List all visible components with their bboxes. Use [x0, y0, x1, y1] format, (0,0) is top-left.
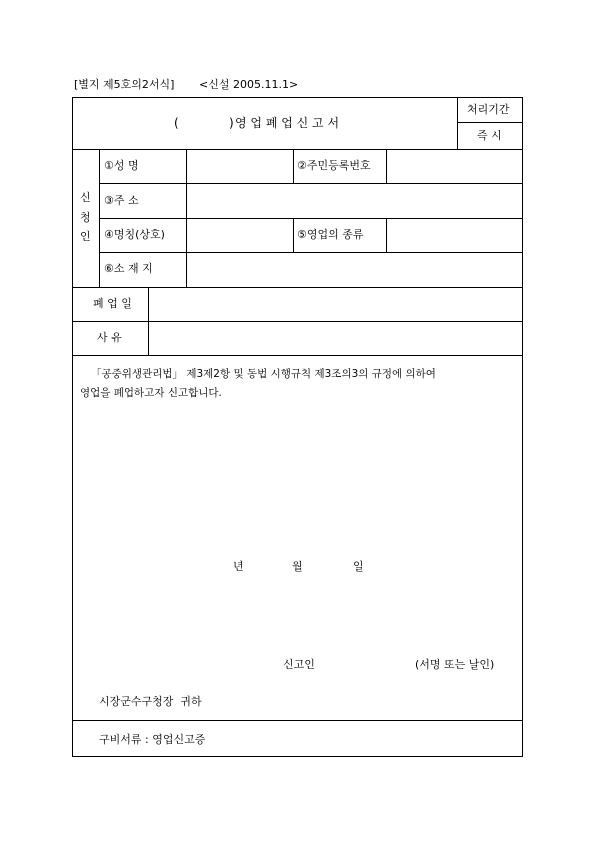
reporter-label: 신고인 [283, 658, 315, 671]
statement-line-2: 영업을 폐업하고자 신고합니다. [80, 387, 222, 399]
enact-note: <신설 2005.11.1> [199, 78, 299, 91]
closure-date-field[interactable] [149, 288, 522, 321]
closure-bottom-rule [72, 355, 523, 356]
date-year: 년 [233, 560, 244, 573]
location-label: ⑥소 재 지 [104, 262, 153, 275]
date-day: 일 [353, 560, 364, 573]
applicant-group-label-1: 신 [80, 191, 91, 204]
processing-divider [457, 122, 523, 123]
name-field[interactable] [187, 150, 293, 183]
closure-reason-label: 사 유 [97, 331, 122, 344]
form-label: [별지 제5호의2서식] [74, 78, 175, 91]
page-title: 영 업 폐 업 신 고 서 [235, 116, 340, 130]
location-field[interactable] [187, 253, 522, 287]
attachments-text: 구비서류 : 영업신고증 [99, 733, 206, 746]
mid-col-divider-3 [293, 218, 294, 252]
address-field[interactable] [187, 184, 522, 218]
applicant-group-label-3: 인 [80, 230, 91, 243]
rrn-label: ②주민등록번호 [297, 159, 371, 172]
business-type-label: ⑤영업의 종류 [297, 228, 364, 241]
name-label: ①성 명 [104, 159, 139, 172]
addressee: 시장군수구청장 귀하 [99, 695, 202, 708]
title-divider [457, 97, 458, 149]
rrn-field[interactable] [387, 150, 522, 183]
sign-note: (서명 또는 날인) [415, 658, 495, 671]
title-open-paren: ( [174, 116, 179, 130]
applicant-group-label-2: 청 [80, 211, 91, 224]
processing-value: 즉 시 [477, 129, 502, 142]
date-month: 월 [292, 560, 303, 573]
closure-date-label: 폐 업 일 [93, 297, 132, 310]
title-close-paren: ) [229, 116, 234, 130]
processing-label: 처리기간 [467, 103, 510, 116]
mid-col-divider-1 [293, 149, 294, 183]
business-type-field[interactable] [387, 219, 522, 252]
attachments-top-rule [72, 720, 523, 721]
statement-line-1: 「공중위생관리법」 제3제2항 및 동법 시행규칙 제3조의3의 규정에 의하여 [91, 368, 436, 380]
business-name-field[interactable] [187, 219, 293, 252]
business-name-label: ④명칭(상호) [104, 228, 165, 241]
address-label: ③주 소 [104, 194, 139, 207]
closure-reason-field[interactable] [149, 322, 522, 355]
